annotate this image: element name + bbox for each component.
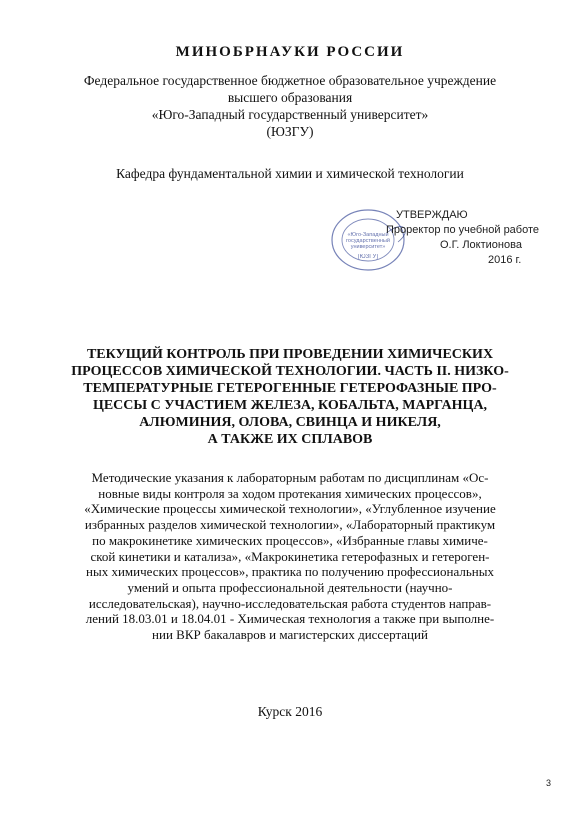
svg-text:университет»: университет» (350, 244, 386, 250)
approval-text (378, 208, 539, 268)
title-line: ТЕКУЩИЙ КОНТРОЛЬ ПРИ ПРОВЕДЕНИИ ХИМИЧЕСКИХ (86, 347, 494, 362)
description-line: нии ВКР бакалавров и магистерских диссертаций (152, 627, 428, 643)
description-line: ской кинетики и катализа», «Макрокинетика гетерофазных и гетероген- (90, 548, 490, 564)
org-line: (ЮЗГУ) (266, 124, 314, 139)
city-year: Курск 2016 (257, 704, 323, 719)
title-line: ТЕМПЕРАТУРНЫЕ ГЕТЕРОГЕННЫЕ ГЕТЕРОФАЗНЫЕ ПРО- (83, 381, 497, 396)
approval-line: Проректор по учебной работе (386, 224, 540, 236)
svg-text:(ЮЗГУ): (ЮЗГУ) (357, 254, 379, 260)
description-line: избранных разделов химической технологии», «Лабораторный практикум (84, 517, 496, 533)
department-name: Кафедра фундаментальной химии и химической технологии (116, 166, 464, 181)
ministry-heading: МИНОБРНАУКИ РОССИИ (175, 44, 405, 60)
title-line: АЛЮМИНИЯ, ОЛОВА, СВИНЦА И НИКЕЛЯ, (139, 415, 441, 430)
description-line: по макрокинетике химических процессов», «Избранные главы химиче- (92, 532, 488, 548)
description-line: лений 18.03.01 и 18.04.01 - Химическая технология а также при выполне- (85, 611, 495, 627)
description-line: новные виды контроля за ходом протекания химических процессов», (98, 485, 482, 501)
description-paragraph (40, 470, 540, 643)
approval-line: УТВЕРЖДАЮ (396, 209, 468, 221)
svg-text:государственный: государственный (346, 238, 390, 244)
title-line: А ТАКЖЕ ИХ СПЛАВОВ (207, 432, 373, 447)
document-title (40, 346, 540, 448)
description-line: «Химические процессы химической технологии», «Углубленное изучение (84, 501, 496, 517)
description-line: умений и опыта профессиональной деятельности (научно- (127, 579, 453, 595)
org-line: высшего образования (227, 90, 353, 105)
page-number: 3 (546, 778, 552, 788)
description-line: Методические указания к лабораторным работам по дисциплинам «Ос- (91, 470, 489, 485)
approval-line: О.Г. Локтионова (440, 239, 522, 251)
approval-stamp (328, 202, 548, 282)
description-line: исследовательская), научно-исследовательская работа студентов направ- (88, 595, 492, 611)
description-line: ных химических процессов», практика по получению профессиональных (86, 564, 494, 580)
title-line: ПРОЦЕССОВ ХИМИЧЕСКОЙ ТЕХНОЛОГИИ. ЧАСТЬ II. НИЗКО- (71, 364, 509, 379)
svg-text:«Юго-Западный: «Юго-Западный (347, 232, 389, 238)
approval-line: 2016 г. (488, 254, 522, 266)
org-line: «Юго-Западный государственный университет» (151, 107, 429, 122)
title-line: ЦЕССЫ С УЧАСТИЕМ ЖЕЛЕЗА, КОБАЛЬТА, МАРГАНЦА, (92, 398, 488, 413)
organization-block (40, 72, 540, 140)
org-line: Федеральное государственное бюджетное образовательное учреждение (83, 73, 497, 88)
